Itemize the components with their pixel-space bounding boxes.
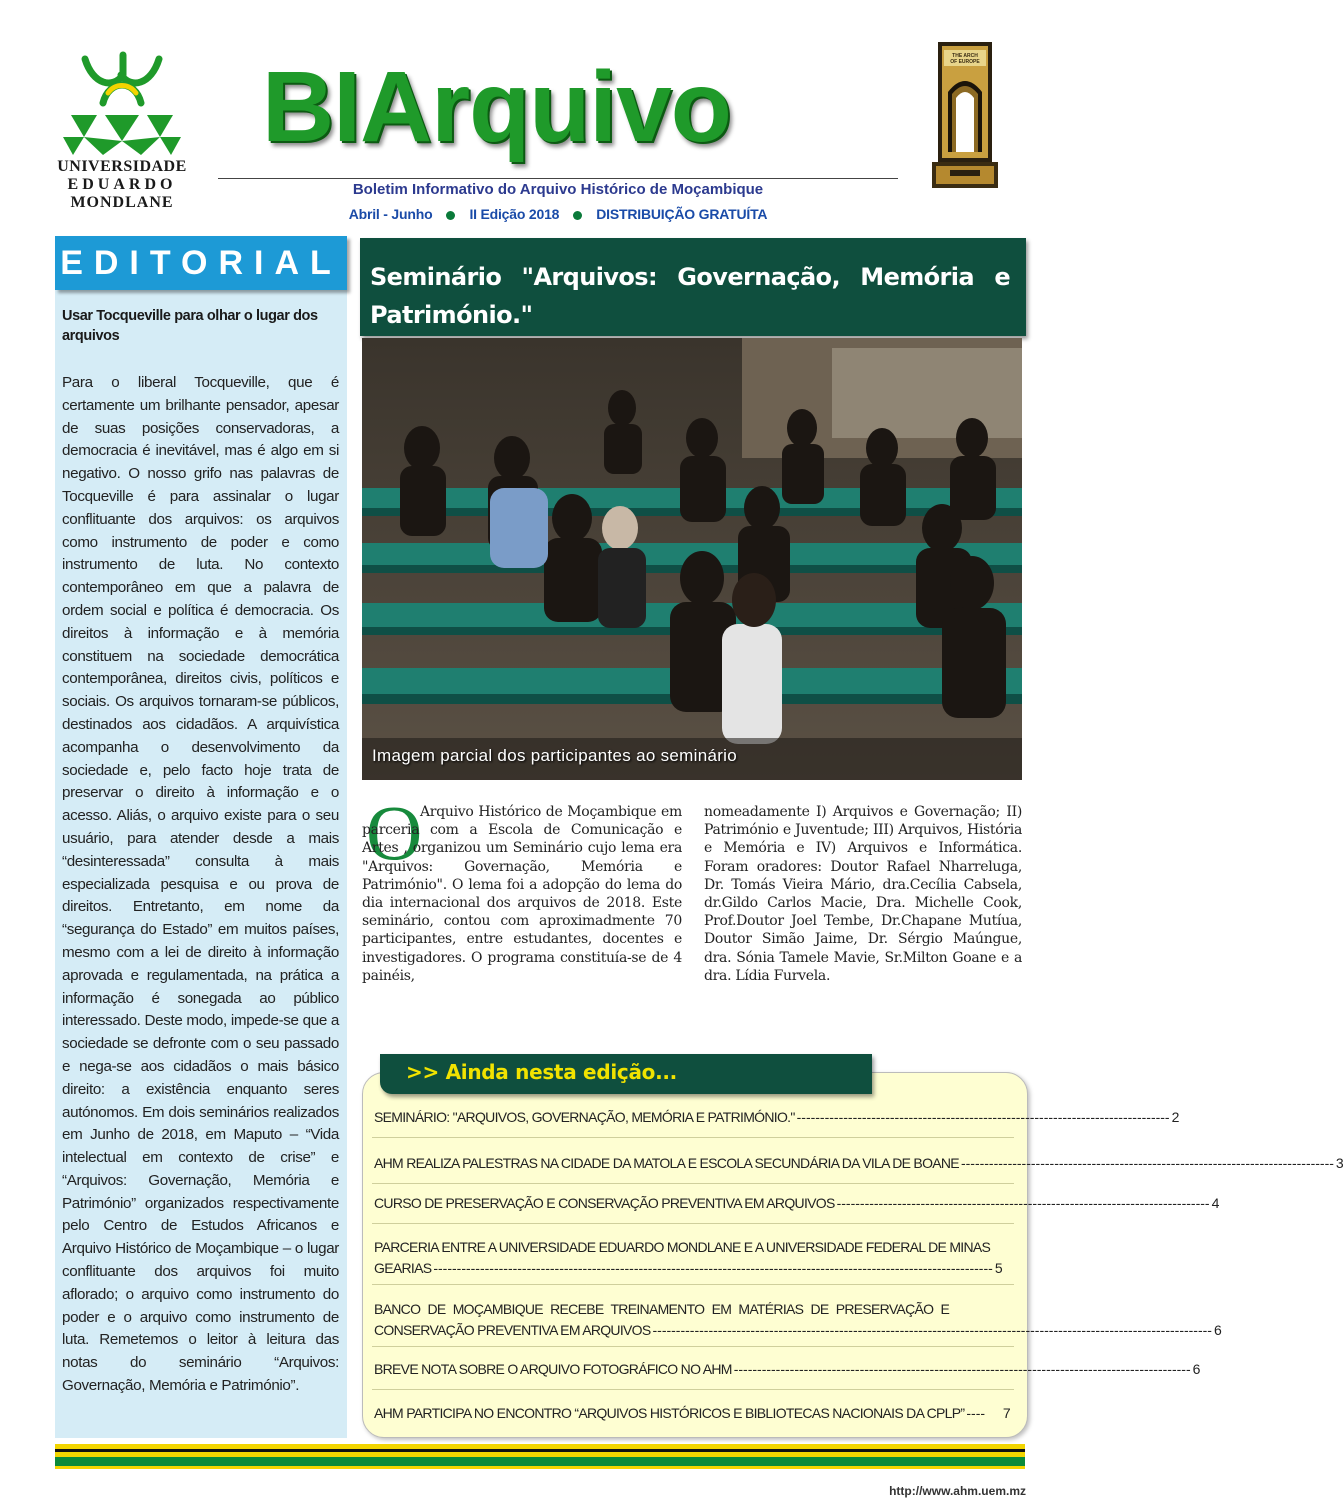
seminar-audience-image <box>362 338 1022 780</box>
toc-entry-line2 <box>374 1258 1010 1279</box>
toc-entry-page: 5 <box>994 1260 1002 1276</box>
toc-divider <box>372 1223 1014 1224</box>
toc-entry-page: 6 <box>1192 1361 1200 1377</box>
toc-entry-title: BREVE NOTA SOBRE O ARQUIVO FOTOGRÁFICO NO AHM <box>374 1361 732 1377</box>
drop-cap: O <box>366 789 423 876</box>
bulletin-subtitle: Boletim Informativo do Arquivo Histórico de Moçambique <box>352 181 764 198</box>
issue-distribution: DISTRIBUIÇÃO GRATUÍTA <box>596 206 768 222</box>
toc-entry-title-line2: GEARIAS <box>374 1260 432 1276</box>
issue-edition: II Edição 2018 <box>469 206 560 222</box>
toc-divider <box>372 1183 1014 1184</box>
footer-stripe-yellow <box>55 1466 1025 1469</box>
toc-leader: ---- <box>966 1405 986 1421</box>
toc-divider <box>372 1389 1014 1390</box>
toc-entry-title-line1: BANCO DE MOÇAMBIQUE RECEBE TREINAMENTO EM MATÉRIAS DE PRESERVAÇÃO E <box>374 1301 950 1317</box>
photo-caption: Imagem parcial dos participantes ao seminário <box>372 746 738 765</box>
feature-title: Seminário "Arquivos: Governação, Memória e Património." <box>370 263 1010 329</box>
toc-leader: ------------------------------------------------------------------------------------------------------------------------ <box>652 1322 1212 1338</box>
toc-entry[interactable] <box>374 1359 1200 1380</box>
trophy-image <box>930 40 1000 190</box>
toc-entry-line2 <box>374 1320 1222 1341</box>
contents-title: >> Ainda nesta edição... <box>406 1060 677 1084</box>
article-col1-text: Arquivo Histórico de Moçambique em parceria com a Escola de Comunicação e Artes , organizou um Seminário cujo lema era "Arquivos: Governação, Memória e Património". O lema foi a adopção do lema do dia internacional dos arquivos de 2018. Este seminário, contou com aproximadmente 70 participantes, entre estudantes, docentes e investigadores. O programa constituía-se de 4 painéis, <box>362 804 682 984</box>
toc-divider <box>372 1137 1014 1138</box>
toc-entry-title: SEMINÁRIO: "ARQUIVOS, GOVERNAÇÃO, MEMÓRIA E PATRIMÓNIO." <box>374 1109 795 1125</box>
masthead-title: BIArquivo <box>262 51 731 163</box>
arch-trophy-icon <box>930 40 1000 190</box>
article-column-2: nomeadamente I) Arquivos e Governação; II) Património e Juventude; III) Arquivos, História e Memória e IV) Arquivos e Informática. Foram oradores: Doutor Rafael Nharreluga, Dr. Tomás Vieira Mário, dra.Cecília Cabsela, dr.Gildo Carlos Macie, Dra. Michelle Cook, Prof.Doutor Joel Tembe, Dr.Chapane Mutíua, Doutor Simão Jaime, Dr. Sérgio Maúngue, dra. Sónia Tamele Mavie, Sr.Milton Goane e a dra. Lídia Furvela. <box>704 804 1022 984</box>
toc-entry[interactable] <box>374 1153 1343 1174</box>
university-name-line3: MONDLANE <box>70 194 174 211</box>
toc-leader: -------------------------------------------------------------------------------- <box>960 1155 1334 1171</box>
header-rule <box>218 178 898 179</box>
bullet-dot <box>573 211 582 220</box>
toc-entry[interactable] <box>374 1299 1222 1341</box>
issue-line <box>218 206 898 222</box>
toc-entry-title: AHM PARTICIPA NO ENCONTRO “ARQUIVOS HISTÓRICOS E BIBLIOTECAS NACIONAIS DA CPLP” <box>374 1405 965 1421</box>
toc-entry[interactable] <box>374 1107 1179 1128</box>
toc-entry-title-line1: PARCERIA ENTRE A UNIVERSIDADE EDUARDO MONDLANE E A UNIVERSIDADE FEDERAL DE MINAS <box>374 1239 991 1255</box>
editorial-subtitle: Usar Tocqueville para olhar o lugar dos arquivos <box>62 308 318 344</box>
toc-leader: ------------------------------------------------------------------------------------------------------------------------ <box>433 1260 993 1276</box>
website-url[interactable]: http://www.ahm.uem.mz <box>889 1484 1026 1498</box>
editorial-body: Para o liberal Tocqueville, que é certamente um brilhante pensador, apesar de suas posições conservadoras, a democracia é inevitável, mas é algo em si negativo. O nosso grifo nas palavras de Tocqueville é para assinalar o lugar conflituante dos arquivos: os arquivos como instrumento de poder e como instrumento de luta. No contexto contemporâneo em que a palavra de ordem social e política é democracia. Os direitos à informação e à memória constituem na sociedade democrática contemporânea, direitos civis, políticos e sociais. Os arquivos tornaram-se públicos, destinados aos cidadãos. A arquivística acompanha o desenvolvimento da sociedade e, pelo facto hoje trata de preservar o direito à informação e o acesso. Aliás, o arquivo existe para o seu usuário, para atender desde a mais “desinteressada” consulta à mais especializada pesquisa e ou prova de direitos. Entretanto, em nome da “segurança do Estado” em muitos países, mesmo com a lei de direito à informação aprovada e regulamentada, na prática a informação é sonegada ao público interessado. Deste modo, impede-se que a sociedade se defronte com o seu passado e nega-se aos cidadãos o mais básico direito: a existência enquanto seres autónomos. Em dois seminários realizados em Junho de 2018, em Maputo – “Vida intelectual em contexto de crise” e “Arquivos: Governação, Memória e Património” organizados respectivamente pelo Centro de Estudos Africanos e Arquivo Histórico de Moçambique – o lugar conflituante dos arquivos foi muito aflorado; o arquivo como instrumento do poder e o arquivo como instrumento de luta. Remetemos o leitor à leitura das notas do seminário “Arquivos: Governação, Memória e Património”. <box>62 374 339 1395</box>
toc-entry-title: AHM REALIZA PALESTRAS NA CIDADE DA MATOLA E ESCOLA SECUNDÁRIA DA VILA DE BOANE <box>374 1155 959 1171</box>
svg-text:THE ARCH: THE ARCH <box>952 53 978 59</box>
issue-period: Abril - Junho <box>348 206 433 222</box>
toc-entry-title-line1-row <box>374 1299 1010 1320</box>
university-logo <box>52 45 192 225</box>
toc-divider <box>372 1284 1014 1285</box>
toc-entry-title: CURSO DE PRESERVAÇÃO E CONSERVAÇÃO PREVENTIVA EM ARQUIVOS <box>374 1195 835 1211</box>
svg-text:OF EUROPE: OF EUROPE <box>950 59 980 65</box>
footer-stripe-green <box>55 1457 1025 1466</box>
toc-entry-page: 7 <box>1002 1405 1010 1421</box>
toc-divider <box>372 1346 1014 1347</box>
editorial-heading: EDITORIAL <box>55 236 347 290</box>
seminar-photo <box>362 338 1022 780</box>
university-name-line1: UNIVERSIDADE <box>57 158 187 175</box>
toc-entry[interactable] <box>374 1403 1010 1424</box>
toc-entry-page: 3 <box>1335 1155 1343 1171</box>
toc-entry-page: 6 <box>1213 1322 1222 1338</box>
toc-leader: -------------------------------------------------------------------------------- <box>796 1109 1170 1125</box>
bullet-dot <box>446 211 455 220</box>
toc-entry[interactable] <box>374 1237 1010 1279</box>
university-name-line2: EDUARDO <box>67 176 177 193</box>
toc-entry-title-line2: CONSERVAÇÃO PREVENTIVA EM ARQUIVOS <box>374 1322 651 1338</box>
toc-entry[interactable] <box>374 1193 1219 1214</box>
toc-leader: -------------------------------------------------------------------------------- <box>836 1195 1210 1211</box>
toc-leader: -------------------------------------------------------------------------------------------------- <box>733 1361 1191 1377</box>
article-column-1 <box>362 803 682 985</box>
toc-entry-page: 2 <box>1171 1109 1179 1125</box>
uem-emblem-icon <box>63 45 181 155</box>
toc-entry-page: 4 <box>1211 1195 1219 1211</box>
